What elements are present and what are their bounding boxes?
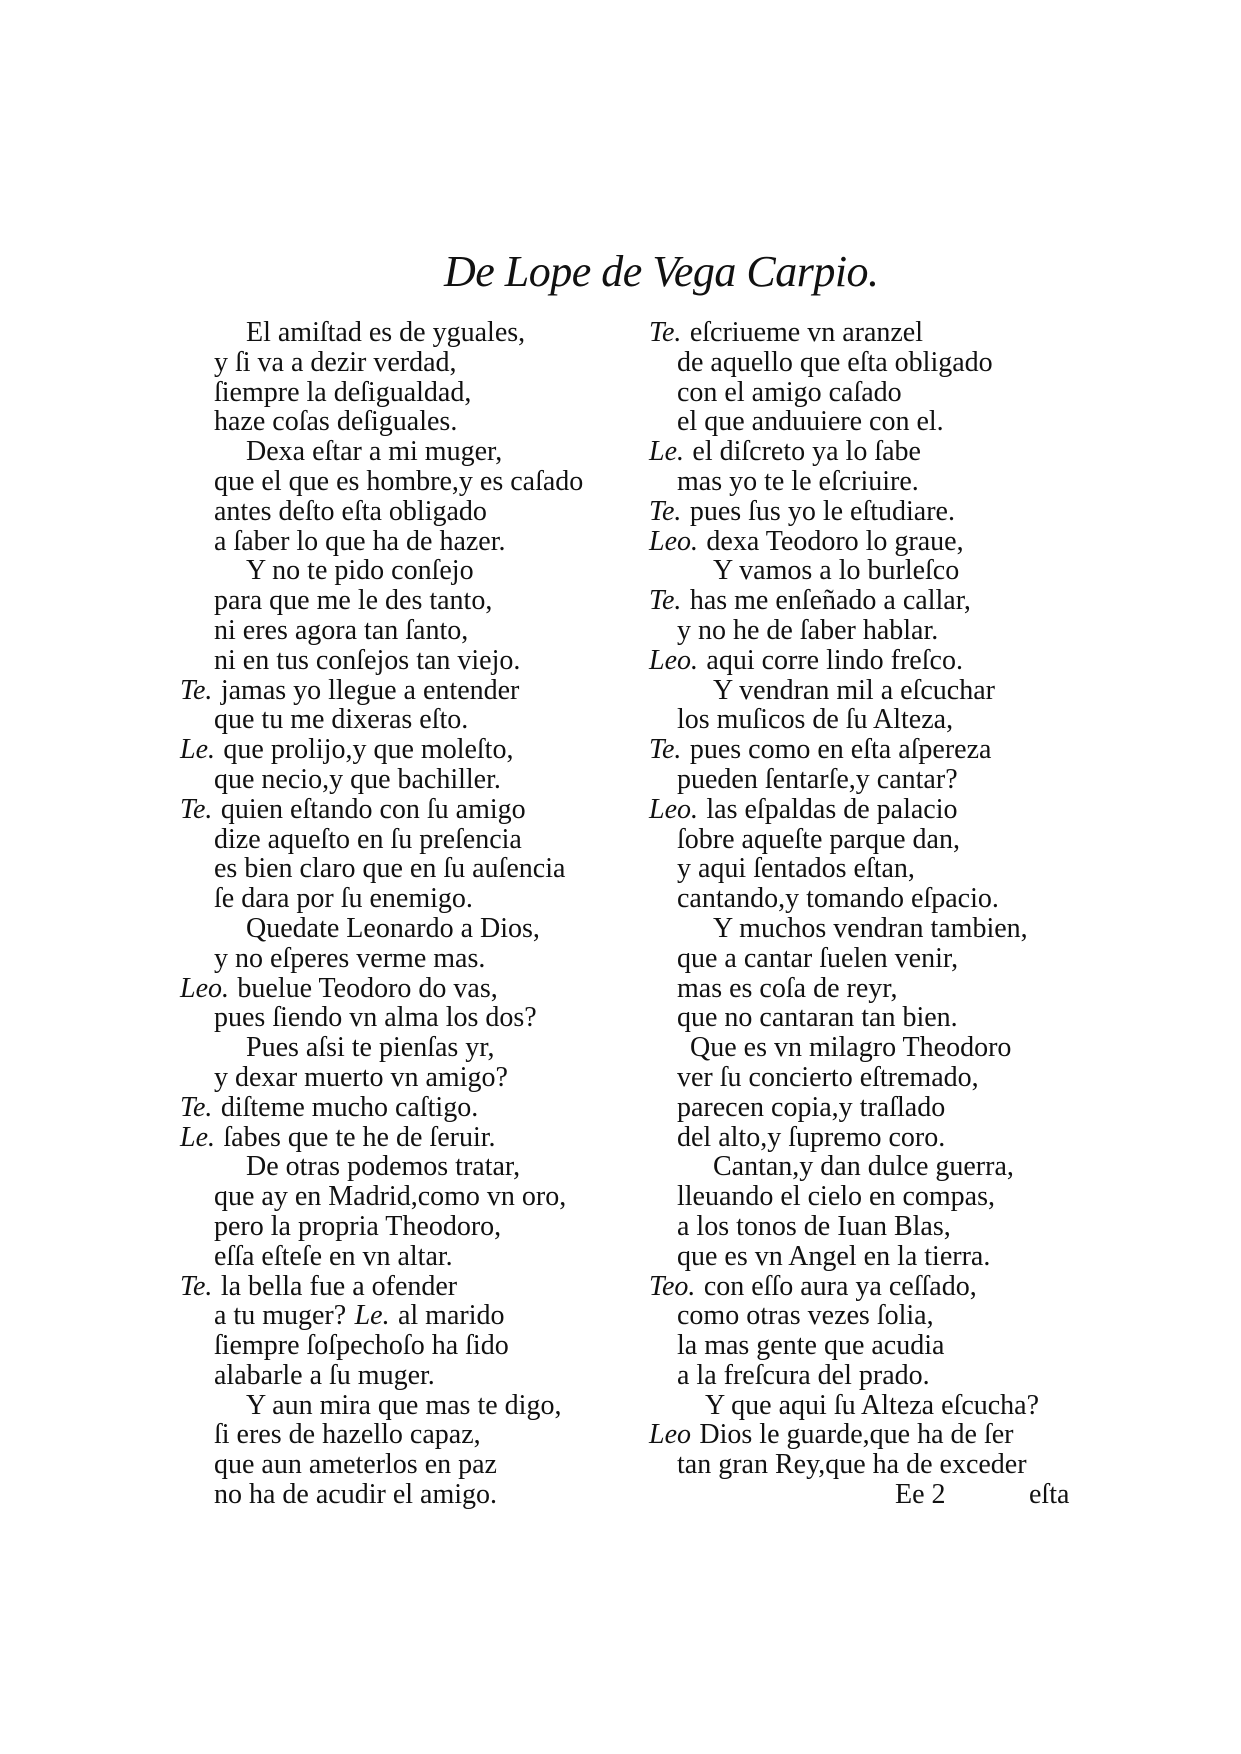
verse-text: cantando,y tomando eſpacio. xyxy=(677,883,999,915)
verse-text: y aqui ſentados eſtan, xyxy=(677,853,915,885)
signature-mark: Ee 2 xyxy=(895,1479,946,1511)
verse-text: que es vn Angel en la tierra. xyxy=(677,1240,991,1272)
verse-text: Y no te pido conſejo xyxy=(246,555,474,587)
catchword: eſta xyxy=(1029,1479,1070,1511)
speaker-label: Leo. xyxy=(649,793,698,825)
verse-text: has me enſeñado a callar, xyxy=(689,585,971,617)
verse-text: los muſicos de ſu Alteza, xyxy=(677,704,954,736)
verse-line xyxy=(0,944,620,974)
verse-text: ni eres agora tan ſanto, xyxy=(214,614,469,646)
verse-text: tan gran Rey,que ha de exceder xyxy=(677,1449,1027,1481)
verse-line xyxy=(0,1480,620,1510)
verse-text: pues ſus yo le eſtudiare. xyxy=(689,495,955,527)
verse-text: y ſi va a dezir verdad, xyxy=(214,346,457,378)
verse-text: y no he de ſaber hablar. xyxy=(677,614,939,646)
speaker-label: Leo. xyxy=(649,525,698,557)
verse-text: ſi eres de hazello capaz, xyxy=(214,1419,481,1451)
verse-text: haze coſas deſiguales. xyxy=(214,406,458,438)
verse-line xyxy=(620,378,1241,408)
verse-text: como otras vezes ſolia, xyxy=(677,1300,934,1332)
verse-text: a tu muger? xyxy=(214,1300,347,1332)
verse-line xyxy=(0,1152,620,1182)
speaker-label: Le. xyxy=(180,1121,215,1153)
verse-text: De otras podemos tratar, xyxy=(246,1151,521,1183)
verse-line xyxy=(0,854,620,884)
verse-text: con eſſo aura ya ceſſado, xyxy=(703,1270,977,1302)
verse-line xyxy=(620,735,1241,765)
verse-line xyxy=(620,1391,1241,1421)
speaker-label: Teo. xyxy=(649,1270,696,1302)
verse-line xyxy=(620,705,1241,735)
verse-text: eſcriueme vn aranzel xyxy=(689,317,924,348)
verse-text: de aquello que eſta obligado xyxy=(677,346,993,378)
verse-text: aqui corre lindo freſco. xyxy=(706,644,963,676)
verse-line xyxy=(0,705,620,735)
verse-line xyxy=(620,1331,1241,1361)
verse-text: Y vamos a lo burleſco xyxy=(713,555,960,587)
verse-line xyxy=(0,1301,620,1331)
verse-line xyxy=(620,1123,1241,1153)
verse-text: pero la propria Theodoro, xyxy=(214,1210,502,1242)
speaker-label: Te. xyxy=(649,734,682,766)
verse-line xyxy=(620,1063,1241,1093)
verse-text: con el amigo caſado xyxy=(677,376,902,408)
verse-line xyxy=(620,1003,1241,1033)
speaker-label: Te. xyxy=(180,674,213,706)
verse-text: ſobre aqueſte parque dan, xyxy=(677,823,960,855)
verse-text: ſabes que te he de ſeruir. xyxy=(223,1121,496,1153)
speaker-label: Leo. xyxy=(649,644,698,676)
verse-text: que necio,y que bachiller. xyxy=(214,763,501,795)
verse-line xyxy=(0,1063,620,1093)
verse-line xyxy=(0,586,620,616)
verse-line xyxy=(0,676,620,706)
verse-line xyxy=(620,556,1241,586)
verse-line xyxy=(0,407,620,437)
verse-text: ſe dara por ſu enemigo. xyxy=(214,883,473,915)
verse-line xyxy=(0,1212,620,1242)
verse-line xyxy=(0,825,620,855)
verse-text: Y que aqui ſu Alteza eſcucha? xyxy=(705,1389,1040,1421)
verse-line xyxy=(0,1331,620,1361)
verse-line xyxy=(620,407,1241,437)
verse-line xyxy=(620,1361,1241,1391)
verse-line xyxy=(620,616,1241,646)
verse-line xyxy=(0,1003,620,1033)
speaker-label: Le. xyxy=(649,436,684,468)
verse-line xyxy=(620,974,1241,1004)
verse-line xyxy=(0,348,620,378)
verse-line xyxy=(0,795,620,825)
verse-line xyxy=(0,1093,620,1123)
verse-line xyxy=(0,1033,620,1063)
speaker-label: Te. xyxy=(649,585,682,617)
left-column xyxy=(0,318,620,1510)
verse-text: que ay en Madrid,como vn oro, xyxy=(214,1181,567,1213)
verse-text: que a cantar ſuelen venir, xyxy=(677,942,959,974)
verse-line xyxy=(620,944,1241,974)
verse-line xyxy=(620,646,1241,676)
verse-line xyxy=(0,1361,620,1391)
verse-line xyxy=(620,527,1241,557)
verse-text: que el que es hombre,y es caſado xyxy=(214,465,584,497)
verse-text: ſiempre ſoſpechoſo ha ſido xyxy=(214,1330,509,1362)
verse-line xyxy=(620,854,1241,884)
verse-text: las eſpaldas de palacio xyxy=(706,793,958,825)
speaker-label: Leo. xyxy=(180,972,229,1004)
verse-line xyxy=(620,1420,1241,1450)
speaker-label: Te. xyxy=(180,793,213,825)
verse-text: dexa Teodoro lo graue, xyxy=(706,525,964,557)
verse-text: El amiſtad es de yguales, xyxy=(246,317,526,348)
verse-text: el que anduuiere con el. xyxy=(677,406,944,438)
verse-line xyxy=(0,1272,620,1302)
verse-line xyxy=(0,556,620,586)
verse-text: mas yo te le eſcriuire. xyxy=(677,465,919,497)
speaker-label: Leo xyxy=(649,1419,691,1451)
verse-text: que prolijo,y que moleſto, xyxy=(223,734,514,766)
verse-text: el diſcreto ya lo ſabe xyxy=(692,436,921,468)
verse-text: a la freſcura del prado. xyxy=(677,1359,930,1391)
verse-text: ver ſu concierto eſtremado, xyxy=(677,1061,979,1093)
verse-line xyxy=(0,1242,620,1272)
verse-text: la mas gente que acudia xyxy=(677,1330,945,1362)
verse-line xyxy=(0,616,620,646)
verse-line xyxy=(0,467,620,497)
verse-text: eſſa eſteſe en vn altar. xyxy=(214,1240,453,1272)
verse-text: alabarle a ſu muger. xyxy=(214,1359,435,1391)
verse-text: que no cantaran tan bien. xyxy=(677,1002,958,1034)
speaker-label: Le. xyxy=(354,1300,390,1332)
verse-line xyxy=(0,378,620,408)
verse-line xyxy=(620,1152,1241,1182)
verse-line xyxy=(0,1450,620,1480)
verse-line xyxy=(620,825,1241,855)
verse-text: que aun ameterlos en paz xyxy=(214,1449,497,1481)
verse-text: del alto,y ſupremo coro. xyxy=(677,1121,946,1153)
speaker-label: Te. xyxy=(180,1270,213,1302)
verse-text: Cantan,y dan dulce guerra, xyxy=(713,1151,1014,1183)
verse-line xyxy=(620,1450,1241,1480)
verse-text: no ha de acudir el amigo. xyxy=(214,1479,498,1511)
verse-text: pueden ſentarſe,y cantar? xyxy=(677,763,958,795)
verse-text: es bien claro que en ſu auſencia xyxy=(214,853,566,885)
verse-line xyxy=(620,1033,1241,1063)
verse-text: Y muchos vendran tambien, xyxy=(713,912,1028,944)
verse-text: ſiempre la deſigualdad, xyxy=(214,376,472,408)
verse-text: jamas yo llegue a entender xyxy=(220,674,520,706)
verse-line xyxy=(620,437,1241,467)
catch-line xyxy=(620,1480,1241,1510)
verse-line xyxy=(620,795,1241,825)
verse-line xyxy=(0,884,620,914)
verse-line xyxy=(620,1301,1241,1331)
verse-line xyxy=(620,497,1241,527)
verse-text: Y aun mira que mas te digo, xyxy=(246,1389,562,1421)
verse-line xyxy=(0,1420,620,1450)
verse-text: la bella fue a ofender xyxy=(220,1270,458,1302)
verse-text: y dexar muerto vn amigo? xyxy=(214,1061,508,1093)
verse-line xyxy=(0,1391,620,1421)
verse-text: diſteme mucho caſtigo. xyxy=(220,1091,479,1123)
verse-text: pues como en eſta aſpereza xyxy=(689,734,992,766)
verse-line xyxy=(0,735,620,765)
verse-line xyxy=(0,437,620,467)
speaker-label: Te. xyxy=(649,317,682,348)
verse-text: a los tonos de Iuan Blas, xyxy=(677,1210,951,1242)
verse-text: dize aqueſto en ſu preſencia xyxy=(214,823,522,855)
verse-line xyxy=(0,1182,620,1212)
verse-text: buelue Teodoro do vas, xyxy=(237,972,498,1004)
verse-text: Pues aſsi te pienſas yr, xyxy=(246,1032,495,1064)
verse-line xyxy=(620,765,1241,795)
verse-line xyxy=(620,467,1241,497)
verse-line xyxy=(620,586,1241,616)
verse-line xyxy=(620,676,1241,706)
verse-line xyxy=(620,914,1241,944)
verse-line xyxy=(620,1182,1241,1212)
speaker-label: Le. xyxy=(180,734,215,766)
verse-text: al marido xyxy=(397,1300,505,1332)
verse-line xyxy=(0,497,620,527)
verse-line xyxy=(620,884,1241,914)
verse-text: Dios le guarde,que ha de ſer xyxy=(699,1419,1014,1451)
verse-line xyxy=(620,318,1241,348)
verse-line xyxy=(620,1272,1241,1302)
verse-text: mas es coſa de reyr, xyxy=(677,972,898,1004)
verse-line xyxy=(0,1123,620,1153)
verse-line xyxy=(0,527,620,557)
verse-line xyxy=(0,974,620,1004)
verse-text: ni en tus conſejos tan viejo. xyxy=(214,644,521,676)
verse-text: que tu me dixeras eſto. xyxy=(214,704,469,736)
verse-text: parecen copia,y traſlado xyxy=(677,1091,946,1123)
speaker-label: Te. xyxy=(649,495,682,527)
verse-line xyxy=(0,914,620,944)
verse-text: Que es vn milagro Theodoro xyxy=(690,1032,1012,1064)
verse-line xyxy=(0,318,620,348)
verse-line xyxy=(0,646,620,676)
verse-text: Dexa eſtar a mi muger, xyxy=(246,436,503,468)
right-column xyxy=(620,318,1241,1510)
verse-text: para que me le des tanto, xyxy=(214,585,493,617)
verse-text: Quedate Leonardo a Dios, xyxy=(246,912,540,944)
verse-text: a ſaber lo que ha de hazer. xyxy=(214,525,506,557)
verse-text: quien eſtando con ſu amigo xyxy=(220,793,526,825)
verse-text: y no eſperes verme mas. xyxy=(214,942,486,974)
running-head: De Lope de Vega Carpio. xyxy=(444,247,879,296)
verse-line xyxy=(620,1212,1241,1242)
verse-line xyxy=(620,1242,1241,1272)
verse-text: pues ſiendo vn alma los dos? xyxy=(214,1002,537,1034)
verse-text: lleuando el cielo en compas, xyxy=(677,1181,995,1213)
verse-text: Y vendran mil a eſcuchar xyxy=(713,674,995,706)
verse-line xyxy=(620,348,1241,378)
speaker-label: Te. xyxy=(180,1091,213,1123)
verse-line xyxy=(620,1093,1241,1123)
verse-text: antes deſto eſta obligado xyxy=(214,495,487,527)
verse-line xyxy=(0,765,620,795)
